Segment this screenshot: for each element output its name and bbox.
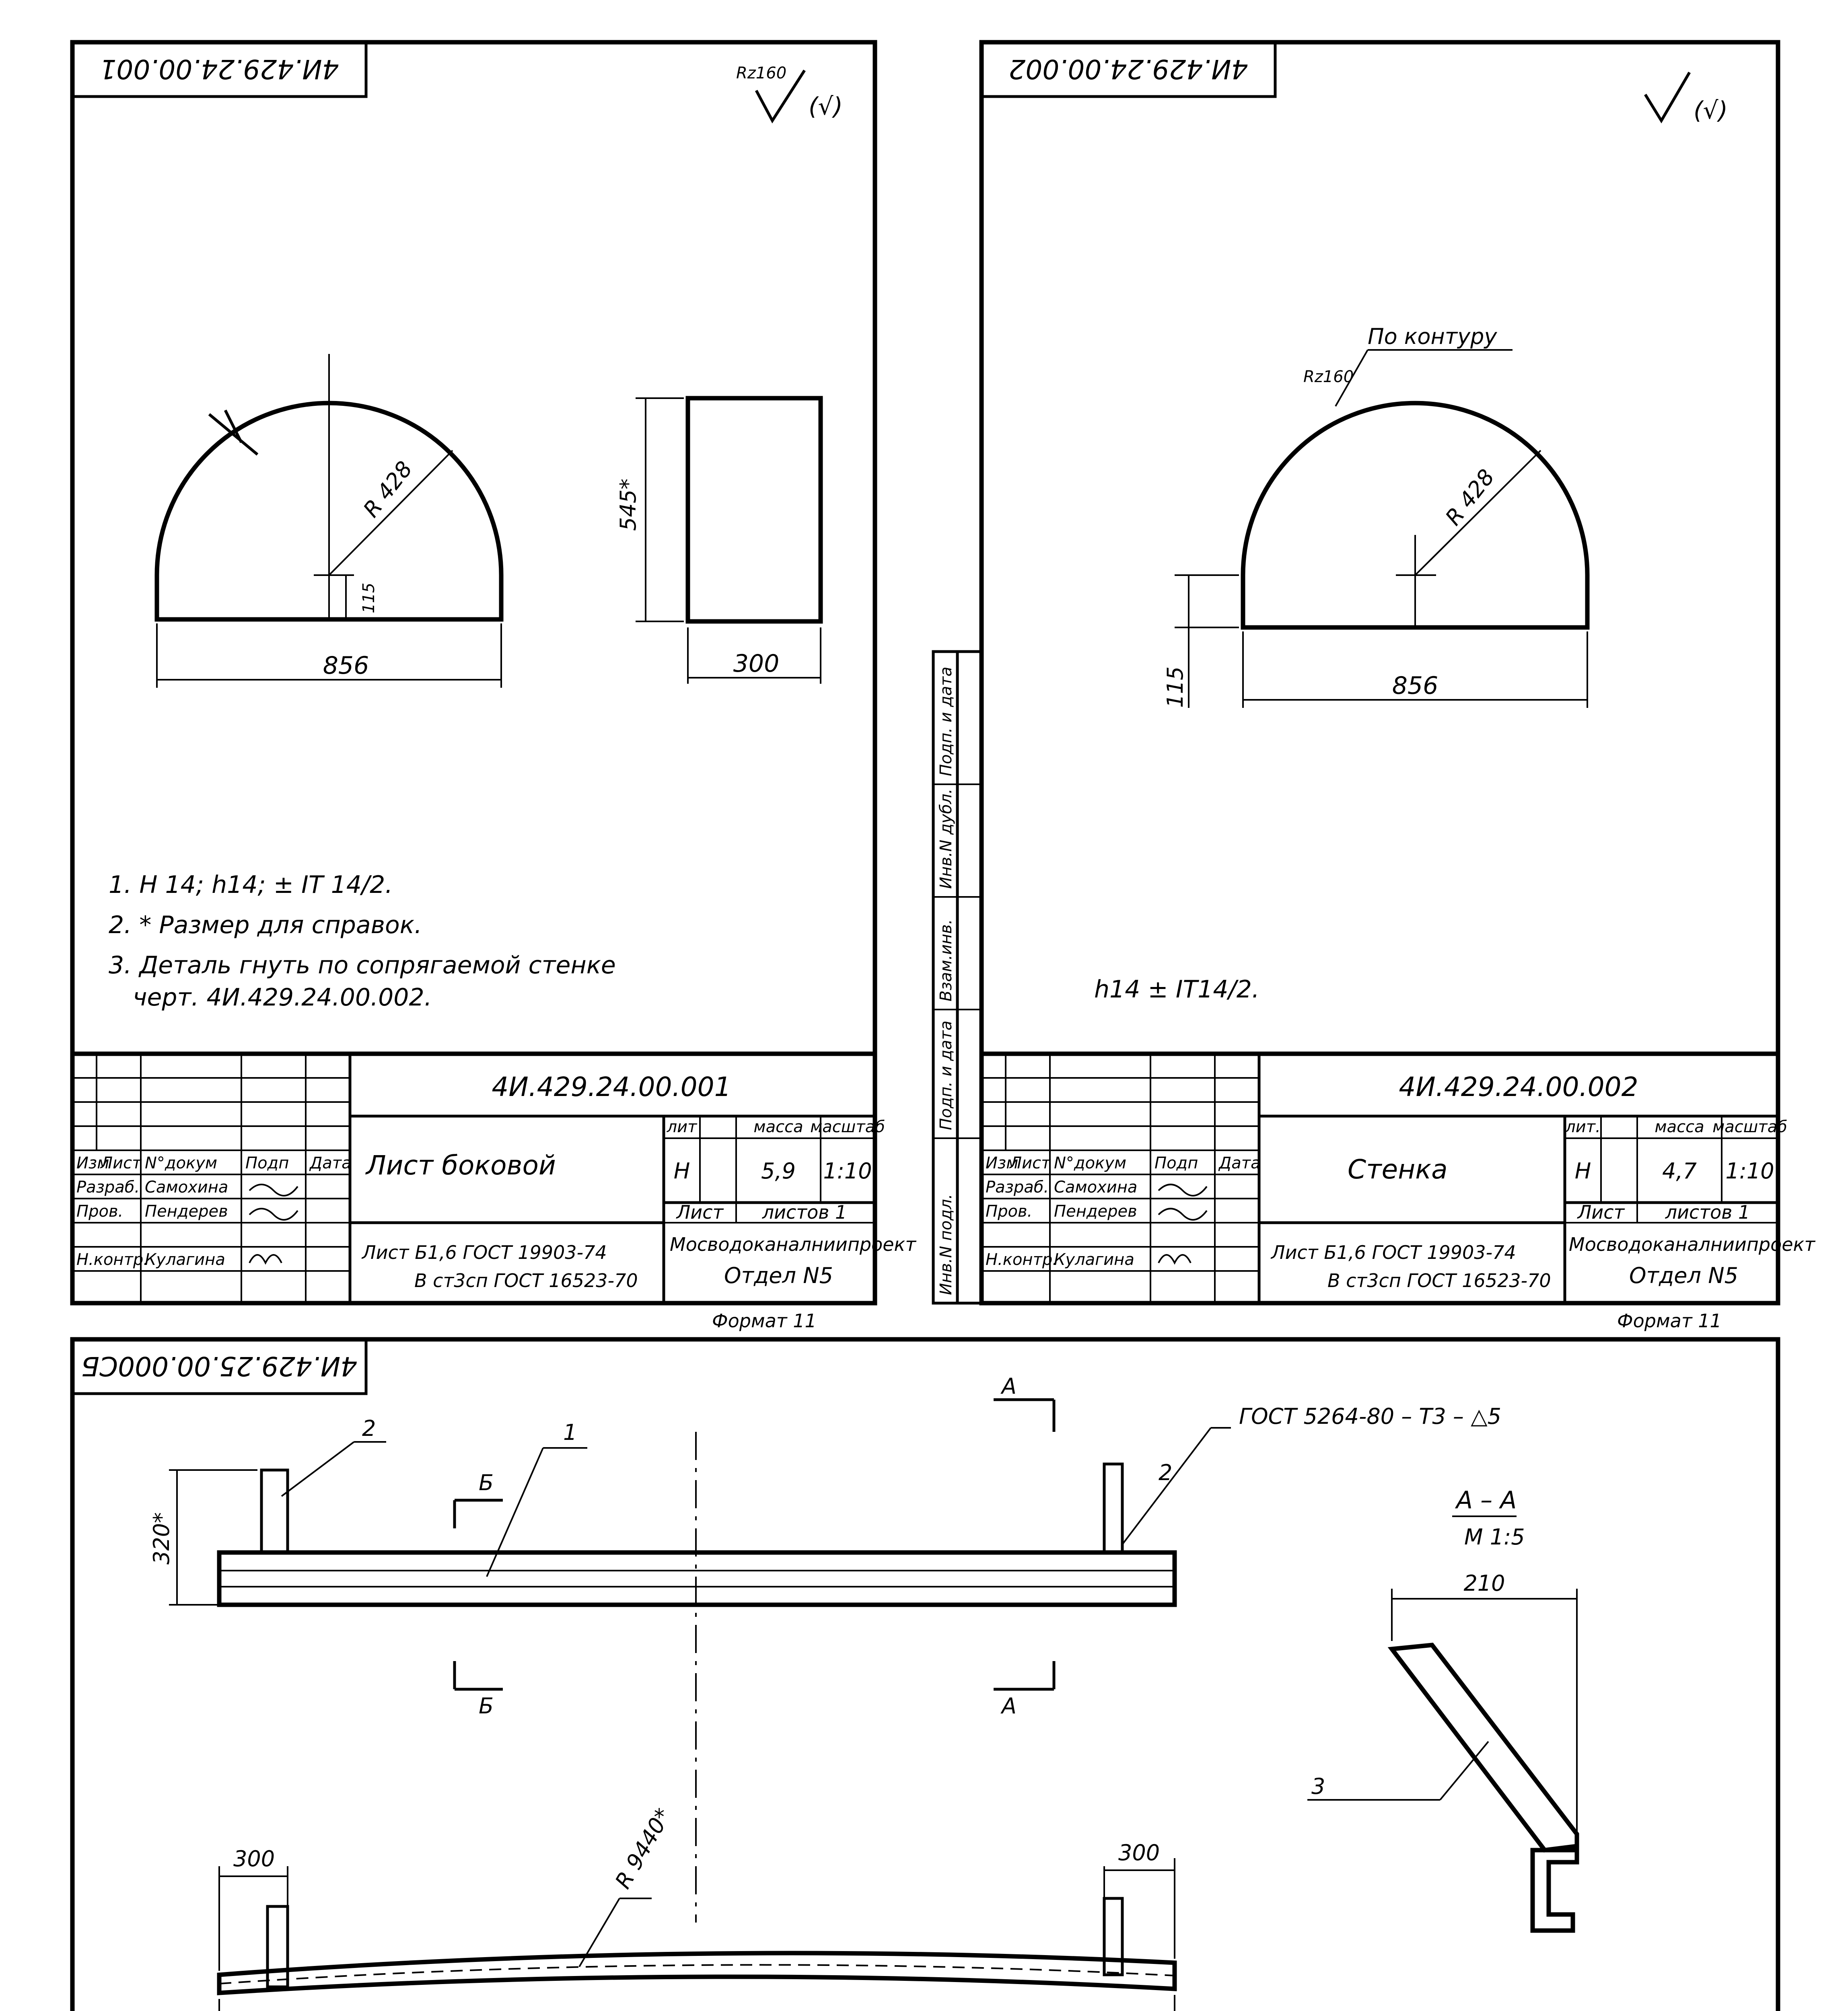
side-sheet-height-label: 545* [615,478,641,531]
sheet-2-format: Формат 11 [1617,1310,1722,1332]
sheet-1-tb-role-nk: Н.контр. [76,1250,148,1269]
sheet-2-tb-sheets: листов 1 [1665,1201,1750,1223]
sheet-2-contour-callout: По контуру [1368,324,1497,349]
sheet-1-corner-designation: 4И.429.24.00.001 [99,53,339,84]
sheet-1-signature-chk-icon [249,1209,298,1220]
side-sheet-rise-label: 115 [360,582,378,613]
bracket-pos-2-left: 2 [362,1416,376,1441]
sheet-1-note-1: 1. H 14; h14; ± IT 14/2. [109,871,393,899]
wall-rise-label: 115 [1163,666,1188,708]
sheet-2-tb-scale: 1:10 [1725,1158,1774,1184]
sheet-1-tb-material-2: В ст3сп ГОСТ 16523-70 [414,1270,638,1291]
sheet-2-tb-material-1: Лист Б1,6 ГОСТ 19903-74 [1271,1242,1516,1263]
sheet-2-tb-org-2: Отдел N5 [1629,1263,1738,1288]
section-aa-scale: М 1:5 [1464,1524,1525,1550]
sheet-2-tb-hdr-mass: масса [1655,1118,1704,1136]
sheet-2-tb-hdr-lit: лит. [1565,1118,1601,1136]
sheet-2-tb-hdr-sign: Подп [1154,1154,1198,1172]
bracket-height-label: 320* [149,1512,174,1565]
sheet-1-tb-hdr-sign: Подп [245,1154,289,1172]
sheet-2-tb-material-2: В ст3сп ГОСТ 16523-70 [1327,1270,1551,1291]
sheet-2-signature-dev-icon [1159,1184,1207,1196]
section-aa-angle [1533,1850,1577,1931]
side-sheet-profile [688,398,821,621]
section-aa-width-label: 210 [1463,1571,1505,1596]
bracket-end-right-label: 300 [1118,1840,1160,1865]
section-aa-title: А – А [1456,1486,1517,1514]
sheet-1-tb-org-1: Мосводоканалниипроект [670,1234,916,1255]
bracket-plate-right [1104,1464,1122,1552]
sheet-2-roughness-tail: (√) [1694,97,1728,125]
sheet-2-tb-letter: Н [1574,1158,1591,1184]
sheet-2-side-label-2: Подп. и дата [937,1020,955,1130]
sheet-2-roughness-value: Rz160 [1303,368,1354,386]
sheet-1-tb-hdr-mass: масса [753,1118,803,1136]
bracket-section-a-bottom: А [1002,1693,1017,1719]
sheet-1-tb-sheet: Лист [676,1201,724,1223]
wall-width-label: 856 [1392,672,1438,700]
sheet-1-roughness-value: Rz160 [736,64,787,82]
sheet-1-tb-name: Лист боковой [366,1150,556,1181]
sheet-2-tb-dev-name: Самохина [1054,1178,1138,1197]
side-sheet-depth-label: 300 [733,650,780,678]
bracket-end-left-label: 300 [233,1846,275,1871]
sheet-3 [72,1339,1815,2011]
sheet-2-tb-chk-name: Пендерев [1054,1202,1137,1221]
sheet-2 [933,42,1815,1332]
sheet-1-tb-chk-name: Пендерев [145,1202,228,1221]
sheet-2-side-label-1: Инв.N подл. [937,1194,955,1295]
sheet-1-tb-hdr-list: Лист [101,1154,142,1172]
sheet-2-tb-hdr-scale: масштаб [1712,1118,1787,1136]
sheet-1-tb-hdr-doc: N°докум [145,1154,218,1172]
sheet-1-roughness-tail: (√) [809,93,843,121]
sheet-1-note-3: 3. Деталь гнуть по сопрягаемой стенке [109,951,616,979]
bracket-section-a-top: А [1002,1374,1017,1399]
sheet-1-note-2: 2. * Размер для справок. [109,911,422,939]
sheet-1-tb-org-2: Отдел N5 [724,1263,833,1288]
sheet-3-frame [72,1339,1778,2011]
bracket-beam-top-view [219,1552,1175,1605]
sheet-2-tb-sheet: Лист [1577,1201,1625,1223]
sheet-2-tb-mass: 4,7 [1662,1158,1697,1184]
sheet-1-note-4: черт. 4И.429.24.00.002. [133,983,432,1012]
sheet-2-tb-hdr-doc: N°докум [1054,1154,1127,1172]
sheet-2-tb-name: Стенка [1348,1154,1448,1185]
sheet-1-tb-scale: 1:10 [823,1158,872,1184]
sheet-2-tb-nk-name: Кулагина [1054,1250,1134,1269]
sheet-2-signature-chk-icon [1159,1209,1207,1220]
bracket-radius-label: R 9440* [610,1804,676,1893]
sheet-1-tb-hdr-izm: Изм [76,1154,109,1172]
sheet-1-tb-sheets: листов 1 [762,1201,847,1223]
bracket-front-plate-left [268,1906,288,1987]
sheet-2-tb-hdr-list: Лист [1010,1154,1051,1172]
sheet-2-tb-hdr-izm: Изм [986,1154,1019,1172]
sheet-1-tb-hdr-date: Дата [310,1154,352,1172]
sheet-2-tb-hdr-date: Дата [1219,1154,1261,1172]
bracket-front-plate-right [1104,1898,1122,1975]
sheet-2-side-label-4: Инв.N дубл. [937,788,955,889]
sheet-2-note: h14 ± IT14/2. [1094,975,1259,1003]
side-sheet-width-label: 856 [323,652,369,680]
sheet-1-tb-role-chk: Пров. [76,1202,123,1221]
sheet-2-side-label-3: Взам.инв. [937,919,955,1001]
bracket-front-view-beam [219,1953,1175,1993]
bracket-plate-left [261,1470,288,1552]
bracket-section-b-top: Б [479,1470,494,1495]
sheet-1-format: Формат 11 [712,1310,817,1332]
sheet-2-tb-role-dev: Разраб. [986,1178,1049,1197]
sheet-1-signature-dev-icon [249,1184,298,1196]
sheet-1-tb-designation: 4И.429.24.00.001 [492,1071,731,1102]
sheet-2-tb-role-nk: Н.контр. [986,1250,1058,1269]
wall-radius-label: R 428 [1440,464,1500,531]
bracket-pos-2-right: 2 [1159,1460,1173,1485]
sheet-2-signature-nk-icon [1159,1255,1191,1263]
sheet-2-roughness-icon [1645,72,1690,121]
sheet-2-tb-role-chk: Пров. [986,1202,1033,1221]
sheet-2-tb-designation: 4И.429.24.00.002 [1399,1071,1638,1102]
sheet-3-corner-designation: 4И.429.25.00.000СБ [81,1351,358,1382]
sheet-2-corner-designation: 4И.429.24.00.002 [1008,53,1248,84]
sheet-2-tb-org-1: Мосводоканалниипроект [1569,1234,1815,1255]
sheet-2-side-label-5: Подп. и дата [937,666,955,776]
sheet-1-tb-material-1: Лист Б1,6 ГОСТ 19903-74 [362,1242,607,1263]
sheet-1-tb-dev-name: Самохина [145,1178,228,1197]
bracket-weld-note: ГОСТ 5264-80 – Т3 – △5 [1239,1404,1501,1429]
sheet-1-tb-letter: Н [673,1158,690,1184]
bracket-section-b-bottom: Б [479,1693,494,1719]
sheet-2-frame [982,42,1778,1303]
section-aa-pos-3: 3 [1311,1774,1325,1799]
sheet-1-signature-nk-icon [249,1255,282,1263]
bracket-pos-1: 1 [563,1420,577,1445]
side-sheet-radius-label: R 428 [358,456,418,522]
sheet-1-tb-mass: 5,9 [761,1158,796,1184]
sheet-1-tb-hdr-lit: лит [667,1118,697,1136]
sheet-1 [72,42,916,1332]
sheet-1-tb-nk-name: Кулагина [145,1250,225,1269]
sheet-1-tb-role-dev: Разраб. [76,1178,140,1197]
sheet-1-tb-hdr-scale: масштаб [810,1118,885,1136]
